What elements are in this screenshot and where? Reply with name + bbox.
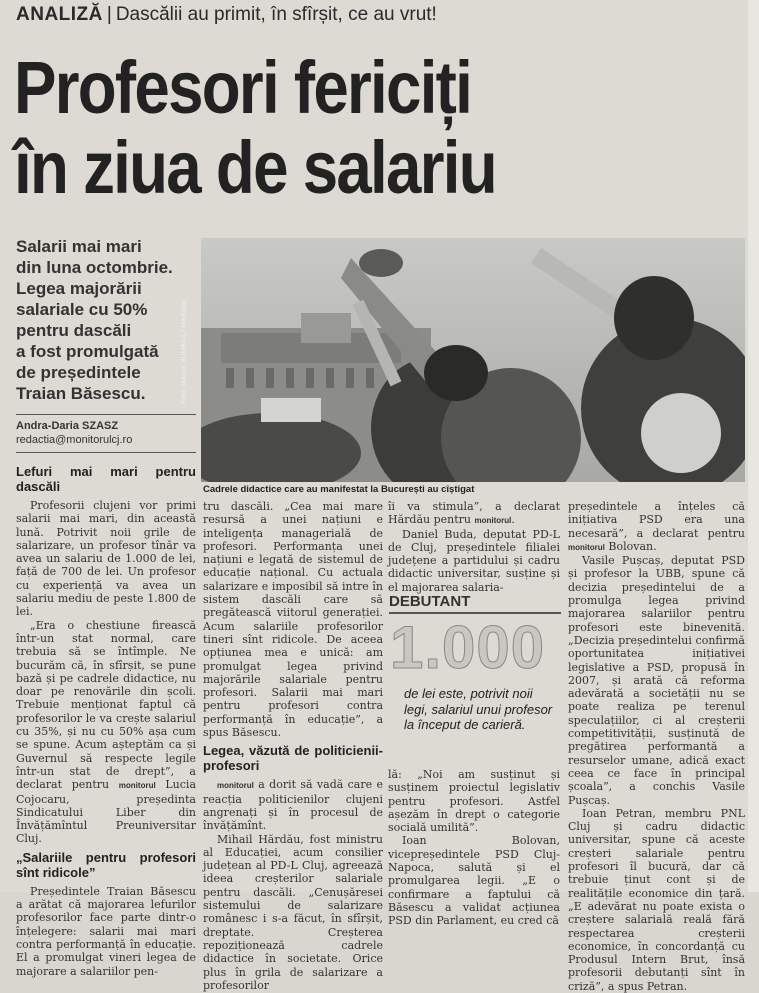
paragraph xyxy=(16,619,196,846)
paragraph: Președintele Traian Băsescu a arătat că majorarea lefurilor profesorilor face parte dintr-o înțelegere: salarii mai mari contra performanță în educație. El a promulgat vineri legea de majorare a salariilor pen- xyxy=(16,884,196,978)
lead-line: Traian Băsescu. xyxy=(16,384,146,403)
lead-line: Salarii mai mari xyxy=(16,237,142,256)
article-column-2 xyxy=(203,500,383,992)
lead-line: din luna octombrie. xyxy=(16,258,173,277)
kicker-text: Dascălii au primit, în sfîrșit, ce au vrut! xyxy=(115,4,437,25)
paragraph-text: a dorit să vadă care e reacția politicienilor clujeni angrenați și în procesul de învățămînt. xyxy=(203,778,383,833)
paragraph-text: Lucia Cojocaru, președinta Sindicatului Liber din Învățămîntul Preuniversitar Cluj. xyxy=(16,778,197,846)
paragraph-text: îi va stimula”, a declarat Hărdău pentru xyxy=(388,500,560,527)
protest-photo-image xyxy=(201,238,745,482)
paragraph: Mihail Hărdău, fost ministru al Educației, acum consilier județean al PD-L Cluj, agreează ideea creșterilor salariale pentru dascăli. „Cenușăresei sistemului de salarizare românesc i s-a făcut, în sfîrșit, dreptate. Creșterea repoziționează cadrele didactice în societate. Orice plus în grila de salarizare a profesorilor xyxy=(203,832,383,992)
headline-line-2: în ziua de salariu xyxy=(14,126,496,209)
publication-name: monitorul xyxy=(568,542,605,552)
lead-line: de președintele xyxy=(16,363,141,382)
paragraph: tru dascăli. „Cea mai mare resursă a unei națiuni e inteligența managerială de profesori. Performanța unei națiuni e legată de sistemul de educație național. Cu actuala salarizare e imposibil să intre în sistem dascăli care să pregătească viitorul generației. Acum salariile profesorilor tineri sînt ridicole. De aceea opțiunea mea e unică: am promulgat legea privind majorările salariale pentru profesori. Salarii mai mari pentru profesori contra performanță în educație”, a spus Băsescu. xyxy=(203,500,383,740)
lead-line: Legea majorării xyxy=(16,279,142,298)
paragraph xyxy=(203,778,383,832)
photo-credit: Foto: Marius BUMBAS / Mediafax xyxy=(181,299,188,404)
lead-line: a fost promulgată xyxy=(16,342,159,361)
paragraph: Vasile Pușcaș, deputat PSD și profesor la UBB, spune că decizia președintelui de a promulga legea privind majorarea salariilor pentru profesori este binevenită. „Decizia președintelui confirmă oportunitatea inițiativei legislative a PSD, propusă în 2007, și arată că reforma adevărată a societății nu se poate realiza pe terenul speculațiilor, ci al creșterii competitivității, susținută de pregătirea performantă a resurselor umane, adică exact ceea ce face în principal școala”, a conchis Vasile Pușcaș. xyxy=(568,554,745,807)
lead-line: pentru dascăli xyxy=(16,321,132,340)
lead-paragraph xyxy=(16,236,198,404)
paragraph: Ioan Bolovan, vicepreședintele PSD Cluj-Napoca, salută și el promulgarea legii. „E o confirmare a faptului că Băsescu a validat acțiunea PSD din Parlament, eu cred că xyxy=(388,834,560,928)
article-column-3 xyxy=(388,500,560,594)
subheading: Lefuri mai mari pentru dascăli xyxy=(16,464,196,494)
byline-divider xyxy=(16,452,196,453)
big-number: 1.000 xyxy=(390,614,546,681)
headline-line-1: Profesori fericiți xyxy=(14,46,472,129)
paragraph: îi va stimula”, a declarat Hărdău pentru monitorul. xyxy=(388,500,560,527)
byline-email: redactia@monitorulcj.ro xyxy=(16,434,133,446)
adjacent-article-edge xyxy=(748,0,759,892)
paragraph: lă: „Noi am susținut și susținem proiectul legislativ pentru profesori. Astfel așezăm în drept o categorie socială umilită”. xyxy=(388,768,560,835)
paragraph: Profesorii clujeni vor primi salarii mai mari, din această lună. Potrivit noii grile de salarizare, un profesor tînăr va avea un salariu de 1.000 de lei, față de 700 de lei. Un profesor cu experiență va avea un salariu mediu de peste 1.800 de lei. xyxy=(16,499,196,619)
paragraph: Daniel Buda, deputat PD-L de Cluj, președintele filialei județene a partidului și cadru didactic universitar, susține și el majorarea salaria- xyxy=(388,527,560,594)
subheading: Legea, văzută de politicienii-profesori xyxy=(203,743,383,774)
kicker xyxy=(16,4,437,26)
paragraph-text: președintele a înțeles că inițiativa PSD era una necesară”, a declarat pentru xyxy=(568,500,745,540)
paragraph-text: Bolovan. xyxy=(608,539,657,553)
byline-author: Andra-Daria SZASZ xyxy=(16,420,119,432)
protest-photo xyxy=(201,238,745,482)
subheading: „Salariile pentru profesori sînt ridicole” xyxy=(16,849,196,880)
article-column-4 xyxy=(568,500,745,993)
article-column-3-continued xyxy=(388,768,560,928)
publication-name: monitorul xyxy=(217,781,254,791)
headline xyxy=(14,48,616,208)
debutant-label: DEBUTANT xyxy=(389,593,471,610)
publication-name: monitorul xyxy=(118,781,156,791)
lead-line: salariale cu 50% xyxy=(16,300,148,319)
paragraph-text: „Era o chestiune firească într-un stat normal, care trebuia să se întîmple. Ne bucurăm că, în sfîrșit, se pune bază și pe cadrele didactice, nu doar pe renovările din școli. Trebuie menționat faptul că profesorilor le va crește salariul cu 35%, și nu cu 50% așa cum se spune. Acum așteptăm ca și Guvernul să respecte legile într-un stat de drept”, a declarat pentru xyxy=(16,618,196,792)
photo-caption: Cadrele didactice care au manifestat la București au cîștigat xyxy=(203,484,475,495)
big-number-caption: de lei este, potrivit noii legi, salariul unui profesor la început de carieră. xyxy=(404,686,553,732)
byline-divider xyxy=(16,414,196,415)
article-column-1 xyxy=(16,460,196,978)
paragraph: Ioan Petran, membru PNL Cluj și cadru didactic universitar, spune că aceste creșteri salariale pentru profesori îl bucură, dar că trebuie ținut cont și de realitățile economice din țară. „E adevărat nu poate exista o creștere salarială reală fără respectarea creșterii economice, în concordanță cu Produsul Intern Brut, însă profesorii debutanți sînt în criză”, a spus Petran. xyxy=(568,806,745,993)
kicker-separator: | xyxy=(106,4,112,25)
section-label: ANALIZĂ xyxy=(16,4,103,25)
publication-name: monitorul xyxy=(474,516,512,526)
paragraph xyxy=(568,500,745,554)
